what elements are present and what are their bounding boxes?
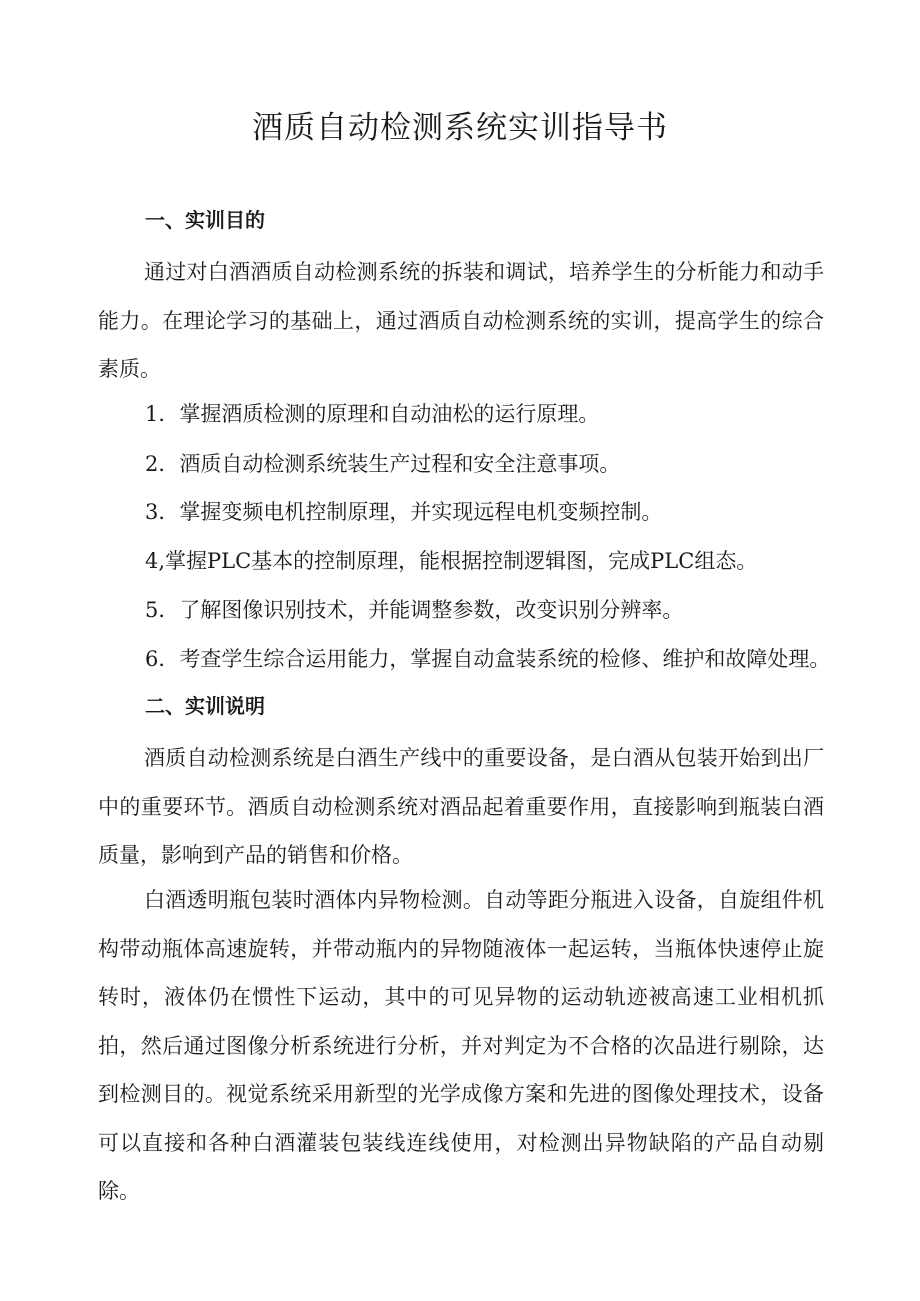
purpose-item-3: 3．掌握变频电机控制原理，并实现远程电机变频控制。 bbox=[145, 500, 663, 524]
purpose-item-5: 5．了解图像识别技术，并能调整参数，改变识别分辨率。 bbox=[145, 598, 684, 622]
purpose-item-1: 1．掌握酒质检测的原理和自动油松的运行原理。 bbox=[145, 402, 600, 426]
purpose-item-4: 4,掌握PLC基本的控制原理，能根据控制逻辑图，完成PLC组态。 bbox=[145, 549, 758, 573]
description-paragraph-1: 酒质自动检测系统是白酒生产线中的重要设备，是白酒从包装开始到出厂中的重要环节。酒质自动检测系统对酒品起着重要作用，直接影响到瓶装白酒质量，影响到产品的销售和价格。 bbox=[98, 746, 824, 867]
section-heading-purpose: 一、实训目的 bbox=[145, 208, 265, 232]
section-heading-description: 二、实训说明 bbox=[145, 694, 265, 718]
purpose-intro-paragraph: 通过对白酒酒质自动检测系统的拆装和调试，培养学生的分析能力和动手能力。在理论学习的基础上，通过酒质自动检测系统的实训，提高学生的综合素质。 bbox=[98, 260, 824, 381]
document-title: 酒质自动检测系统实训指导书 bbox=[252, 110, 668, 146]
description-paragraph-2: 白酒透明瓶包装时酒体内异物检测。自动等距分瓶进入设备，自旋组件机构带动瓶体高速旋转，并带动瓶内的异物随液体一起运转，当瓶体快速停止旋转时，液体仍在惯性下运动，其中的可见异物的运动轨迹被高速工业相机抓拍，然后通过图像分析系统进行分析，并对判定为不合格的次品进行剔除，达到检测目的。视觉系统采用新型的光学成像方案和先进的图像处理技术，设备可以直接和各种白酒灌装包装线连线使用，对检测出异物缺陷的产品自动剔除。 bbox=[98, 888, 824, 1203]
purpose-item-2: 2．酒质自动检测系统装生产过程和安全注意事项。 bbox=[145, 452, 621, 476]
purpose-item-6: 6．考查学生综合运用能力，掌握自动盒装系统的检修、维护和故障处理。 bbox=[145, 647, 831, 671]
